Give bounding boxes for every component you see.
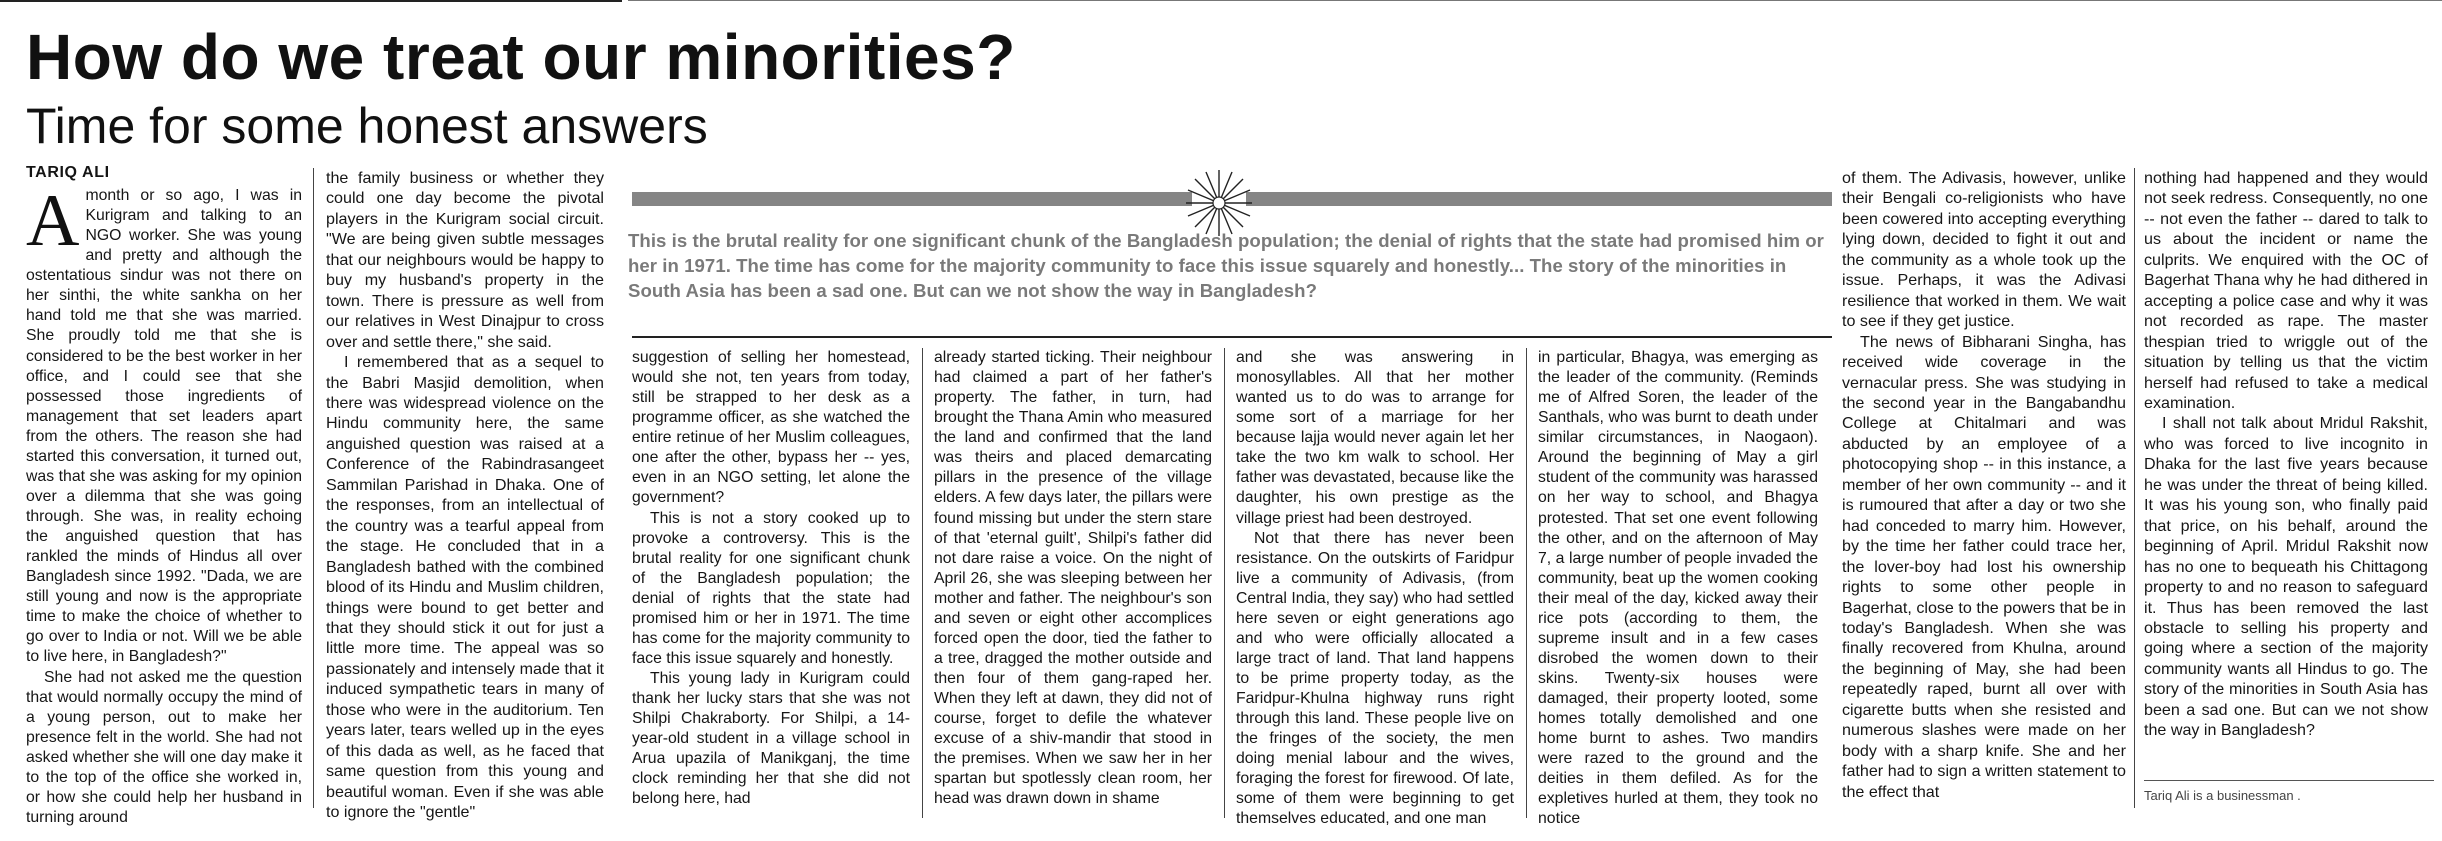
paragraph: in particular, Bhagya, was emerging as the leader of the community. (Reminds me of Alfred Soren, the leader of the Santhals, who was burnt to death under similar circumstances, in Naogaon). Around the beginning of May a girl student of the community was harassed on her way to school, and Bhagya protested. That set one event following the other, and on the afternoon of May 7, a large number of people invaded the community, beat up the women cooking their meal of the day, kicked away their rice pots (according to them, the supreme insult and in a few cases disrobed the women down to their skins. Twenty-six houses were damaged, their property looted, some homes totally demolished and one home burnt to ashes. Two mandirs were razed to the ground and the deities in them defiled. As for the expletives hurled at them, they took no notice (1538, 349, 1818, 828)
column-rule (1526, 348, 1527, 818)
column-rule (1224, 348, 1225, 818)
paragraph: of them. The Adivasis, however, unlike their Bengali co-religionists who have been cowered into accepting everything lying down, decided to fight it out and the community as a whole took up the issue. Perhaps, it was the Adivasi resilience that worked in them. We wait to see if they get justice. (1842, 169, 2126, 331)
article-column-4 (934, 348, 1212, 809)
subheadline: Time for some honest answers (26, 98, 708, 154)
pull-quote-bar-left (632, 192, 1192, 206)
byline: TARIQ ALI (26, 164, 110, 181)
drop-cap: A (26, 180, 80, 262)
column-rule (2134, 168, 2135, 808)
article-column-1 (26, 180, 302, 828)
paragraph: suggestion of selling her homestead, would she not, ten years from today, still be strapped to her desk as a programme officer, as she watched the entire retinue of her Muslim colleagues, one after the other, bypass her -- yes, even in an NGO setting, let alone the government? (632, 349, 910, 507)
paragraph: Not that there has never been resistance. On the outskirts of Faridpur live a community of Adivasis, (from Central India, they say) who had settled here seven or eight generations ago and who were officially allocated a large tract of land. That land happens to be prime property today, as the Faridpur-Khulna highway runs right through this land. These people live on the fringes of the society, the men doing menial labour and the wives, foraging the forest for firewood. Of late, some of them were beginning to get themselves educated, and one man (1236, 529, 1514, 828)
pull-quote-bottom-rule (632, 336, 1832, 338)
paragraph: I remembered that as a sequel to the Babri Masjid demolition, when there was widespread violence on the Hindu community here, the same anguished question was raised at a Conference of the Rabindrasangeet Sammilan Parishad in Dhaka. One of the responses, from an intellectual of the country was a tearful appeal from the stage. He concluded that in a Bangladesh bathed with the combined blood of its Hindu and Muslim children, things were bound to get better and that they should stick it out for just a little more time. The appeal was so passionately and intensely made that it induced sympathetic tears in many of those who were in the auditorium. Ten years later, tears welled up in the eyes of this dada as well, as he faced that same question from this young and beautiful woman. Even if she was able to ignore the "gentle" (326, 353, 604, 822)
paragraph: The news of Bibharani Singha, has received wide coverage in the vernacular press. She was studying in the second year in the Bangabandhu College at Chitalmari and was abducted by an employee of a photocopying shop -- in this instance, a member of her own community -- and it is rumoured that after a day or two she had conceded to marry him. However, by the time her father could trace her, the lover-boy had lost his ownership rights to some other people in Bagerhat, close to the powers that be in today's Bangladesh. When she was finally recovered from Khulna, around the beginning of May, she had been repeatedly raped, burnt all over with cigarette butts when she resisted and numerous slashes were made on her body with a sharp knife. She and her father had to sign a written statement to the effect that (1842, 332, 2126, 801)
article-column-8 (2144, 168, 2428, 741)
paragraph: nothing had happened and they would not seek redress. Consequently, no one -- not even the father -- dared to talk to us about the incident or name the culprits. We enquired with the OC of Bagerhat Thana why he had dithered in accepting a police case and why it was not recorded as rape. The master thespian tried to wriggle out of the situation by telling us that the victim herself had refused to take a medical examination. (2144, 169, 2428, 412)
paragraph: the family business or whether they could one day become the pivotal players in the Kurigram social circuit. "We are being given subtle messages that our neighbours would be happy to buy my husband's property in the town. There is pressure as well from our relatives in West Dinajpur to cross over and settle there," she said. (326, 169, 604, 351)
paragraph: already started ticking. Their neighbour had claimed a part of her father's property. The father, in turn, had brought the Thana Amin who measured the land and confirmed that the land was theirs and placed demarcating pillars in the presence of the village elders. A few days later, the pillars were found missing but under the stern stare of that 'eternal guilt', Shilpi's father did not dare raise a voice. On the night of April 26, she was sleeping between her mother and father. The neighbour's son and seven or eight other accomplices forced open the door, tied the father to a tree, dragged the mother outside and then four of them gang-raped her. When they left at dawn, they did not of course, forget to defile the whatever excuse of a shiv-mandir that stood in the premises. When we saw her in her spartan but spotlessly clean room, her head was drawn down in shame (934, 349, 1212, 808)
paragraph: This young lady in Kurigram could thank her lucky stars that she was not Shilpi Chakraborty. For Shilpi, a 14-year-old student in a village school in Arua upazila of Manikganj, the time clock reminding her that she did not belong here, had (632, 670, 910, 808)
paragraph: This is not a story cooked up to provoke a controversy. This is the brutal reality for one significant chunk of the Bangladesh population; the denial of rights that the state had promised him or her in 1971. The time has come for the majority community to face this issue squarely and honestly. (632, 509, 910, 667)
article-column-6 (1538, 348, 1818, 830)
article-column-7 (1842, 168, 2126, 802)
author-footnote: Tariq Ali is a businessman . (2144, 788, 2301, 803)
column-rule (922, 348, 923, 818)
article-column-3 (632, 348, 910, 809)
headline: How do we treat our minorities? (26, 21, 1016, 93)
paragraph: I shall not talk about Mridul Rakshit, who was forced to live incognito in Dhaka for the last five years because he was under the threat of being killed. It was his young son, who finally paid that price, on his behalf, around the beginning of April. Mridul Rakshit now has no one to bequeath his Chittagong property to and no reason to safeguard it. Thus has been removed the last obstacle to selling his property and going where a section of the majority community wants all Hindus to go. The story of the minorities in South Asia has been a sad one. But can we not show the way in Bangladesh? (2144, 414, 2428, 740)
pull-quote: This is the brutal reality for one significant chunk of the Bangladesh population; the denial of rights that the state had promised him or her in 1971. The time has come for the majority community to face this issue squarely and honestly... The story of the minorities in South Asia has been a sad one. But can we not show the way in Bangladesh? (628, 230, 1824, 301)
paragraph: She had not asked me the question that would normally occupy the mind of a young person, out to make her presence felt in the world. She had not asked whether she will one day make it to the top of the office she worked in, or how she could help her husband in turning around (26, 668, 302, 826)
top-rule-right (628, 0, 2442, 1)
pull-quote-bar-right (1246, 192, 1832, 206)
article-column-5 (1236, 348, 1514, 830)
column-rule (313, 168, 314, 808)
footnote-rule (2144, 780, 2434, 781)
paragraph: Amonth or so ago, I was in Kurigram and talking to an NGO worker. She was young and pretty and although the ostentatious sindur was not there on her sinthi, the white sankha on her hand told me that she was married. She proudly told me that she is considered to be the best worker in her office, and I could see that she possessed those ingredients of management that set leaders apart from the others. The reason she had started this conversation, it turned out, was that she was asking for my opinion over a dilemma that she was going through. She was, in reality echoing the anguished question that has rankled the minds of Hindus all over Bangladesh since 1992. "Dada, we are still young and now is the appropriate time to make the choice of whether to go over to India or not. Will we be able to live here, in Bangladesh?" (26, 180, 302, 666)
paragraph: and she was answering in monosyllables. All that her mother wanted us to do was to arrange for some sort of a marriage for her because lajja would never again let her take the two km walk to school. Her father was devastated, because like the daughter, his own prestige as the village priest had been destroyed. (1236, 349, 1514, 527)
top-rule-left (0, 0, 622, 2)
article-column-2 (326, 168, 604, 823)
